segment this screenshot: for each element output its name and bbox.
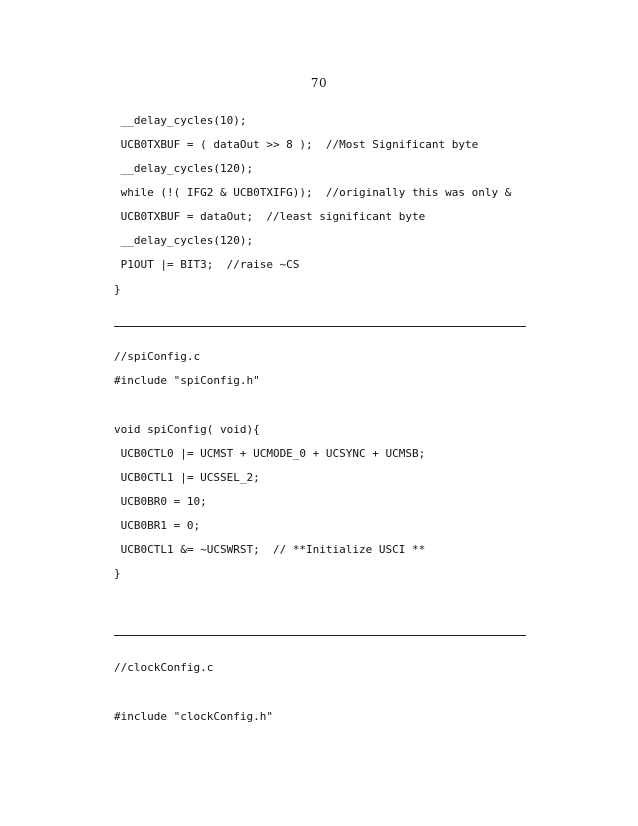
- code-line: UCB0TXBUF = ( dataOut >> 8 ); //Most Significant byte: [114, 138, 479, 151]
- code-line: __delay_cycles(10);: [114, 114, 247, 127]
- code-line: UCB0BR0 = 10;: [114, 495, 207, 508]
- page-number: 70: [310, 76, 328, 90]
- file-comment: //clockConfig.c: [114, 661, 214, 674]
- code-line: UCB0TXBUF = dataOut; //least significant byte: [114, 210, 426, 223]
- code-line: P1OUT |= BIT3; //raise ~CS: [114, 258, 300, 271]
- code-line: UCB0CTL1 &= ~UCSWRST; // **Initialize USCI **: [114, 543, 426, 556]
- function-signature: void spiConfig( void){: [114, 423, 260, 436]
- section-divider: [114, 326, 526, 327]
- section-divider: [114, 635, 526, 636]
- code-line: UCB0CTL0 |= UCMST + UCMODE_0 + UCSYNC + UCMSB;: [114, 447, 426, 460]
- code-line: }: [114, 567, 121, 580]
- code-line: UCB0BR1 = 0;: [114, 519, 201, 532]
- code-line: __delay_cycles(120);: [114, 162, 254, 175]
- code-line: }: [114, 283, 121, 296]
- include-line: #include "clockConfig.h": [114, 710, 273, 723]
- include-line: #include "spiConfig.h": [114, 374, 260, 387]
- code-line: __delay_cycles(120);: [114, 234, 254, 247]
- code-line: while (!( IFG2 & UCB0TXIFG)); //originally this was only &: [114, 186, 512, 199]
- file-comment: //spiConfig.c: [114, 350, 201, 363]
- code-line: UCB0CTL1 |= UCSSEL_2;: [114, 471, 260, 484]
